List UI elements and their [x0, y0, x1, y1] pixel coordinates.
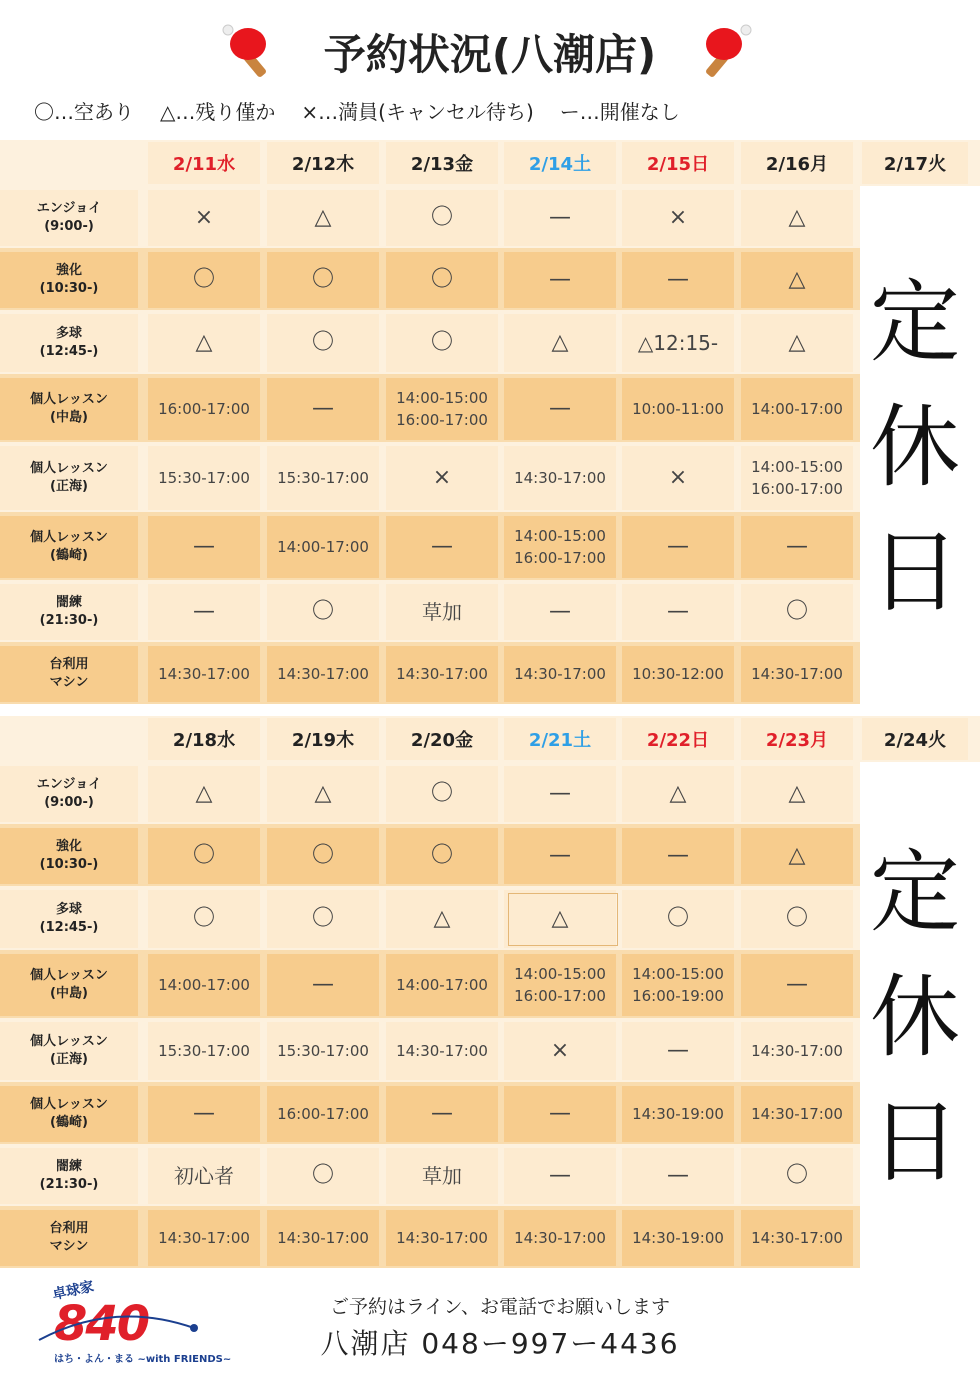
logo-top-text: 卓球家: [51, 1278, 96, 1304]
row-label: [0, 446, 138, 510]
row-label-name: 個人レッスン: [30, 968, 108, 983]
schedule-cell: 15:30-17:00: [148, 446, 260, 510]
schedule-cell: △: [741, 190, 853, 246]
schedule-cell: 〇: [386, 766, 498, 822]
closed-day-char: 日: [870, 1089, 960, 1195]
schedule-cell: ×: [622, 190, 734, 246]
row-label-name: エンジョイ: [36, 201, 102, 216]
schedule-cell: 初心者: [148, 1148, 260, 1204]
schedule-cell: 16:00-17:00: [267, 1086, 379, 1142]
row-label: [0, 890, 138, 948]
schedule-cell: 15:30-17:00: [267, 1022, 379, 1080]
schedule-cell: △: [622, 766, 734, 822]
schedule-cell: —: [267, 954, 379, 1016]
schedule-cell: 14:00-17:00: [741, 378, 853, 440]
row-label-detail: マシン: [49, 1239, 89, 1254]
schedule-cell: 14:30-17:00: [386, 1022, 498, 1080]
row-label-detail: (正海): [50, 479, 88, 494]
schedule-cell: △: [741, 828, 853, 884]
schedule-cell: —: [622, 828, 734, 884]
schedule-cell: —: [386, 1086, 498, 1142]
schedule-cell: 14:30-19:00: [622, 1086, 734, 1142]
row-label-name: 多球: [55, 326, 82, 341]
schedule-cell: 16:00-17:00: [148, 378, 260, 440]
schedule-cell: 14:30-17:00: [267, 646, 379, 702]
schedule-cell: 14:30-17:00: [504, 646, 616, 702]
schedule-cell: 〇: [622, 890, 734, 948]
legend: [34, 96, 680, 125]
schedule-cell: △: [148, 766, 260, 822]
day-header: 2/18水: [148, 718, 260, 760]
schedule-cell: —: [622, 1022, 734, 1080]
schedule-cell: 14:30-17:00: [148, 646, 260, 702]
schedule-cell: 14:30-17:00: [504, 446, 616, 510]
schedule-cell: 〇: [267, 828, 379, 884]
schedule-cell: 〇: [148, 890, 260, 948]
schedule-cell: —: [622, 252, 734, 308]
schedule-cell: △: [741, 314, 853, 372]
row-label: [0, 646, 138, 702]
schedule-cell: 15:30-17:00: [148, 1022, 260, 1080]
row-label-name: 闇練: [55, 1159, 82, 1174]
row-label: [0, 378, 138, 440]
day-header: 2/24火: [862, 718, 968, 760]
schedule-cell: 〇: [386, 314, 498, 372]
row-label-name: 強化: [55, 263, 82, 278]
schedule-cell: 〇: [267, 584, 379, 640]
schedule-cell: △: [504, 890, 616, 948]
row-label-detail: (鶴崎): [50, 1115, 88, 1130]
legend-few-left: △…残り僅か: [160, 100, 276, 124]
day-header: 2/11水: [148, 142, 260, 184]
legend-available: 〇…空あり: [34, 100, 134, 124]
schedule-cell: 14:00-15:00 16:00-17:00: [504, 954, 616, 1016]
row-label-name: 個人レッスン: [30, 461, 108, 476]
schedule-cell: △: [504, 314, 616, 372]
schedule-cell: 14:00-17:00: [267, 516, 379, 578]
row-label-detail: マシン: [49, 675, 89, 690]
schedule-cell: —: [148, 1086, 260, 1142]
schedule-cell: △: [386, 890, 498, 948]
day-header: 2/14土: [504, 142, 616, 184]
day-header: 2/12木: [267, 142, 379, 184]
paddle-icon: [696, 20, 752, 80]
schedule-cell: 〇: [386, 190, 498, 246]
schedule-cell: —: [622, 516, 734, 578]
row-label-name: 多球: [55, 902, 82, 917]
schedule-cell: —: [148, 584, 260, 640]
row-label: [0, 516, 138, 578]
schedule-cell: 〇: [386, 252, 498, 308]
schedule-cell: 14:30-17:00: [148, 1210, 260, 1266]
day-header: 2/23月: [741, 718, 853, 760]
schedule-cell: 14:00-15:00 16:00-17:00: [741, 446, 853, 510]
row-label-name: 個人レッスン: [30, 530, 108, 545]
row-label-detail: (9:00-): [44, 795, 94, 810]
title-row: [0, 14, 980, 84]
row-label-detail: (9:00-): [44, 219, 94, 234]
schedule-cell: 〇: [267, 252, 379, 308]
schedule-cell: 14:00-17:00: [386, 954, 498, 1016]
schedule-cell: 〇: [741, 890, 853, 948]
closed-day-char: 定: [870, 839, 960, 945]
schedule-cell: 15:30-17:00: [267, 446, 379, 510]
schedule-cell: ×: [386, 446, 498, 510]
schedule-cell: 14:30-19:00: [622, 1210, 734, 1266]
row-label-name: 個人レッスン: [30, 1034, 108, 1049]
row-label-name: 台利用: [49, 1221, 89, 1236]
schedule-cell: —: [504, 584, 616, 640]
row-label-detail: (鶴崎): [50, 548, 88, 563]
row-label: [0, 1210, 138, 1266]
row-label: [0, 1086, 138, 1142]
row-label-detail: (12:45-): [39, 344, 99, 359]
schedule-cell: 14:30-17:00: [267, 1210, 379, 1266]
schedule-cell: ×: [148, 190, 260, 246]
schedule-cell: 〇: [267, 890, 379, 948]
row-label: [0, 954, 138, 1016]
schedule-cell: 14:30-17:00: [504, 1210, 616, 1266]
row-label: [0, 766, 138, 822]
schedule-cell: 〇: [267, 1148, 379, 1204]
day-header: 2/17火: [862, 142, 968, 184]
schedule-cell: 14:30-17:00: [741, 1210, 853, 1266]
day-header: 2/19木: [267, 718, 379, 760]
row-label-name: 個人レッスン: [30, 392, 108, 407]
schedule-cell: —: [148, 516, 260, 578]
row-label: [0, 584, 138, 640]
row-label-detail: (12:45-): [39, 920, 99, 935]
schedule-cell: 14:00-15:00 16:00-19:00: [622, 954, 734, 1016]
schedule-cell: △: [741, 252, 853, 308]
schedule-cell: 14:00-17:00: [148, 954, 260, 1016]
page-title: 予約状況(八潮店): [323, 30, 657, 79]
closed-day-char: 日: [870, 519, 960, 625]
legend-none: ー…開催なし: [559, 100, 680, 124]
schedule-cell: 〇: [148, 828, 260, 884]
closed-day-char: 休: [870, 394, 960, 500]
schedule-cell: △12:15-: [622, 314, 734, 372]
logo-number: 840: [54, 1296, 149, 1352]
row-label: [0, 252, 138, 308]
schedule-cell: ×: [622, 446, 734, 510]
schedule-cell: —: [741, 516, 853, 578]
footer-message: ご予約はライン、お電話でお願いします: [330, 1296, 670, 1318]
schedule-cell: —: [504, 252, 616, 308]
row-label-detail: (21:30-): [39, 1177, 99, 1192]
row-label-detail: (中島): [50, 410, 88, 425]
schedule-cell: 草加: [386, 584, 498, 640]
day-header: 2/20金: [386, 718, 498, 760]
row-label-name: 台利用: [49, 657, 89, 672]
schedule-cell: 14:30-17:00: [386, 646, 498, 702]
row-label-detail: (正海): [50, 1052, 88, 1067]
schedule-cell: △: [148, 314, 260, 372]
day-header: 2/21土: [504, 718, 616, 760]
schedule-cell: 〇: [741, 584, 853, 640]
schedule-cell: 14:00-15:00 16:00-17:00: [386, 378, 498, 440]
schedule-cell: —: [386, 516, 498, 578]
schedule-cell: —: [504, 1148, 616, 1204]
schedule-cell: ×: [504, 1022, 616, 1080]
legend-full: ×…満員(キャンセル待ち): [301, 100, 534, 124]
closed-day-char: 定: [870, 269, 960, 375]
schedule-cell: 14:30-17:00: [386, 1210, 498, 1266]
schedule-cell: 〇: [386, 828, 498, 884]
day-header: 2/16月: [741, 142, 853, 184]
schedule-cell: 14:30-17:00: [741, 1022, 853, 1080]
schedule-cell: 10:30-12:00: [622, 646, 734, 702]
schedule-cell: △: [741, 766, 853, 822]
row-label: [0, 1022, 138, 1080]
row-label-detail: (中島): [50, 986, 88, 1001]
closed-day-char: 休: [870, 964, 960, 1070]
row-label-name: 個人レッスン: [30, 1097, 108, 1112]
schedule-cell: —: [504, 828, 616, 884]
schedule-cell: 14:30-17:00: [741, 646, 853, 702]
schedule-cell: 〇: [148, 252, 260, 308]
schedule-cell: 14:30-17:00: [741, 1086, 853, 1142]
row-label: [0, 314, 138, 372]
schedule-cell: —: [504, 190, 616, 246]
logo-bottom-text: はち・よん・まる ~with FRIENDS~: [54, 1354, 232, 1365]
schedule-cell: —: [504, 766, 616, 822]
schedule-cell: 〇: [267, 314, 379, 372]
schedule-cell: △: [267, 766, 379, 822]
row-label-detail: (21:30-): [39, 613, 99, 628]
day-header: 2/22日: [622, 718, 734, 760]
row-label: [0, 1148, 138, 1204]
row-label: [0, 828, 138, 884]
schedule-cell: —: [267, 378, 379, 440]
schedule-cell: —: [741, 954, 853, 1016]
schedule-cell: 14:00-15:00 16:00-17:00: [504, 516, 616, 578]
schedule-cell: —: [504, 1086, 616, 1142]
schedule-cell: —: [622, 1148, 734, 1204]
closed-day-panel: [862, 768, 968, 1266]
day-header: 2/15日: [622, 142, 734, 184]
schedule-cell: —: [504, 378, 616, 440]
highlight-outline: [508, 893, 618, 946]
row-label-name: 闇練: [55, 595, 82, 610]
row-label-detail: (10:30-): [39, 857, 99, 872]
schedule-cell: 〇: [741, 1148, 853, 1204]
closed-day-panel: [862, 192, 968, 702]
schedule-cell: 10:00-11:00: [622, 378, 734, 440]
footer-phone: 八潮店 048ー997ー4436: [320, 1327, 680, 1360]
day-header: 2/13金: [386, 142, 498, 184]
row-label-name: 強化: [55, 839, 82, 854]
row-label-name: エンジョイ: [36, 777, 102, 792]
schedule-cell: △: [267, 190, 379, 246]
schedule-cell: —: [622, 584, 734, 640]
row-label-detail: (10:30-): [39, 281, 99, 296]
row-label: [0, 190, 138, 246]
schedule-cell: 草加: [386, 1148, 498, 1204]
